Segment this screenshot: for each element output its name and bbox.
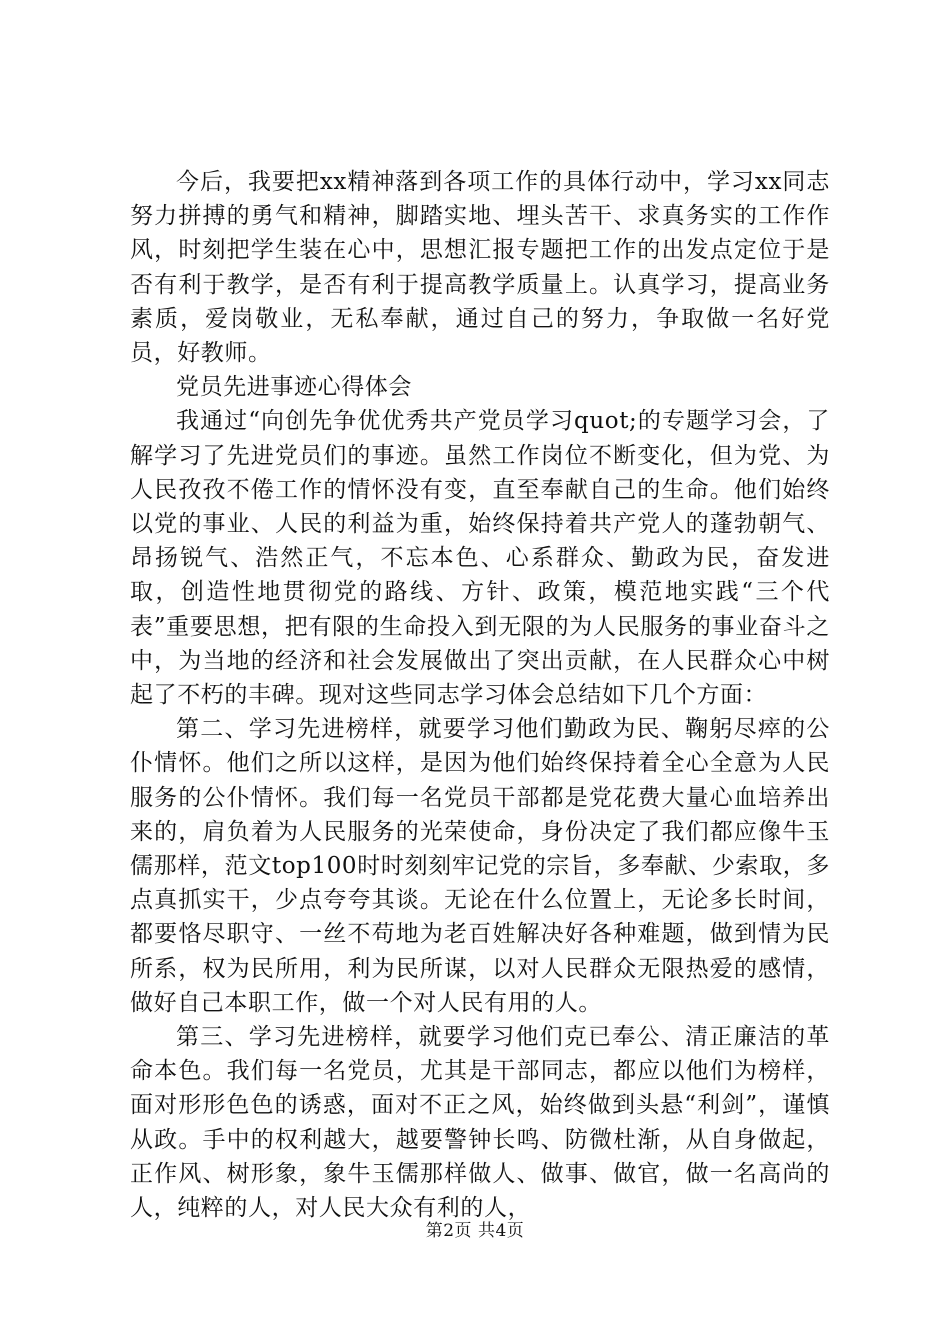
paragraph-conclusion: 今后，我要把xx精神落到各项工作的具体行动中，学习xx同志努力拼搏的勇气和精神，脚踏实地、埋头苦干、求真务实的工作作风，时刻把学生装在心中，思想汇报专题把工作的出发点定位于是否有利于教学，是否有利于提高教学质量上。认真学习，提高业务素质，爱岗敬业，无私奉献，通过自己的努力，争取做一名好党员，好教师。 [130, 169, 830, 367]
section-heading: 党员先进事迹心得体会 [176, 374, 412, 401]
paragraph-second-point: 第二、学习先进榜样，就要学习他们勤政为民、鞠躬尽瘁的公仆情怀。他们之所以这样，是因为他们始终保持着全心全意为人民服务的公仆情怀。我们每一名党员干部都是党花费大量心血培养出来的，肩负着为人民服务的光荣使命，身份决定了我们都应像牛玉儒那样，范文top100时时刻刻牢记党的宗旨，多奉献、少索取，多点真抓实干，少点夸夸其谈。无论在什么位置上，无论多长时间，都要恪尽职守、一丝不苟地为老百姓解决好各种难题，做到情为民所系，权为民所用，利为民所谋，以对人民群众无限热爱的感情，做好自己本职工作，做一个对人民有用的人。 [130, 716, 830, 1016]
paragraph-third-point: 第三、学习先进榜样，就要学习他们克已奉公、清正廉洁的革命本色。我们每一名党员，尤其是干部同志，都应以他们为榜样，面对形形色色的诱惑，面对不正之风，始终做到头悬“利剑”，谨慎从政。手中的权利越大，越要警钟长鸣、防微杜渐，从自身做起，正作风、树形象，象牛玉儒那样做人、做事、做官，做一名高尚的人，纯粹的人，对人民大众有利的人， [130, 1024, 830, 1222]
paragraph-intro: 我通过“向创先争优优秀共产党员学习quot;的专题学习会，了解学习了先进党员们的事迹。虽然工作岗位不断变化，但为党、为人民孜孜不倦工作的情怀没有变，直至奉献自己的生命。他们始终以党的事业、人民的利益为重，始终保持着共产党人的蓬勃朝气、昂扬锐气、浩然正气，不忘本色、心系群众、勤政为民，奋发进取，创造性地贯彻党的路线、方针、政策，模范地实践“三个代表”重要思想，把有限的生命投入到无限的为人民服务的事业奋斗之中，为当地的经济和社会发展做出了突出贡献，在人民群众心中树起了不朽的丰碑。现对这些同志学习体会总结如下几个方面： [130, 408, 830, 709]
page-number-footer: 第2页 共4页 [425, 1221, 525, 1241]
document-body [130, 165, 830, 1225]
